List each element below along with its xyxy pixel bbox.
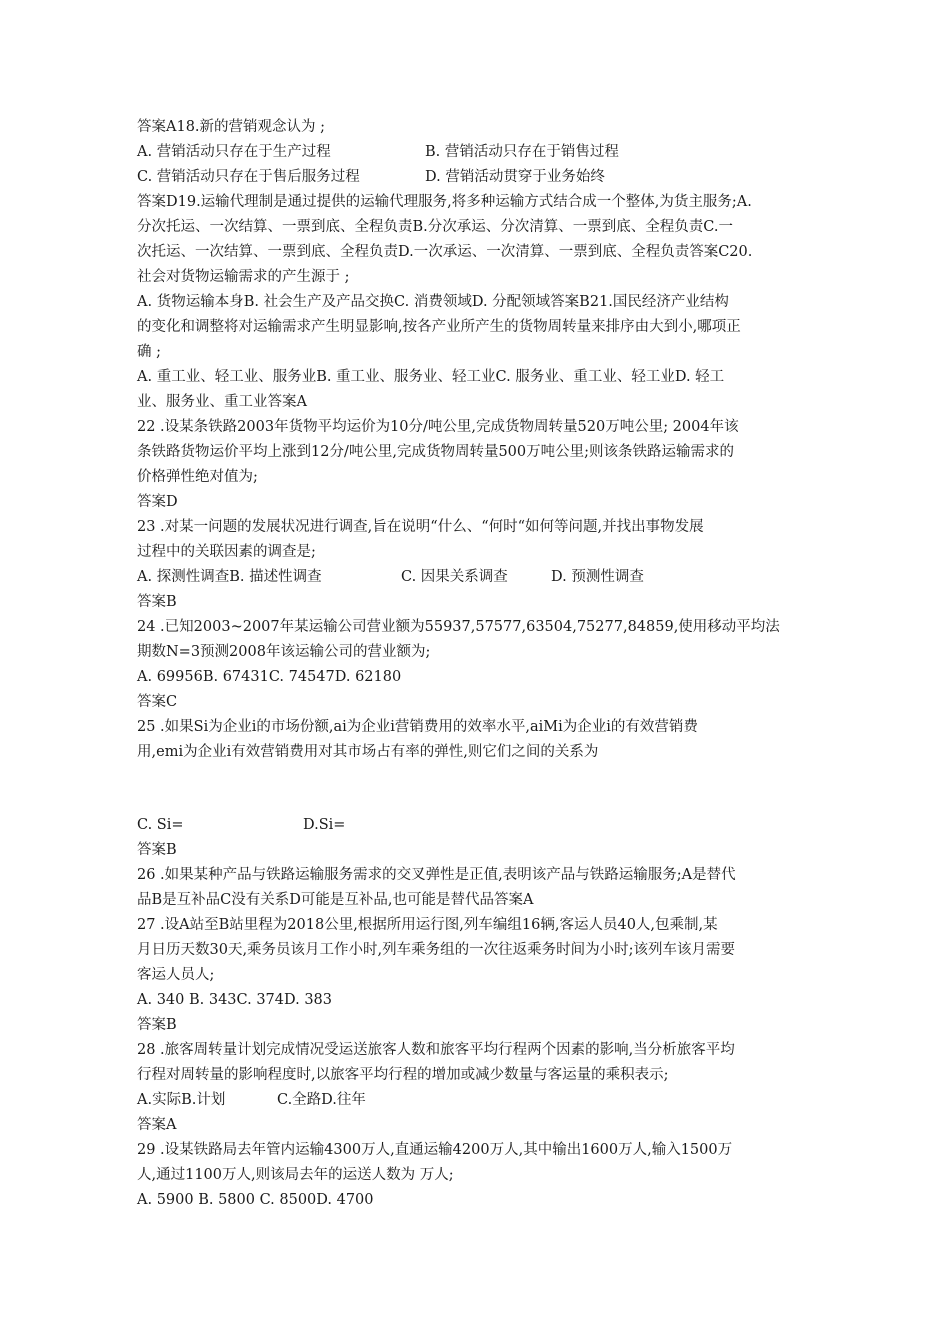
answer-line: 答案B [137, 594, 177, 610]
text-line: 期数N=3预测2008年该运输公司的营业额为; [137, 644, 431, 660]
q28-option-cd: C.全路D.往年 [277, 1092, 366, 1108]
q28-options-row [137, 1090, 827, 1110]
text-line: 分次托运、一次结算、一票到底、全程负责B.分次承运、分次清算、一票到底、全程负责C.一 [137, 219, 733, 235]
answer-line: 答案C [137, 694, 178, 710]
text-line: 过程中的关联因素的调查是; [137, 544, 316, 560]
q28-option-ab: A.实际B.计划 [137, 1092, 226, 1108]
text-line: 社会对货物运输需求的产生源于 ; [137, 269, 350, 285]
text-line: 客运人员人; [137, 967, 215, 983]
text-line: 价格弹性绝对值为; [137, 469, 258, 485]
text-line: A. 货物运输本身B. 社会生产及产品交换C. 消费领域D. 分配领域答案B21.国民经济产业结构 [137, 294, 729, 310]
q18-options-row-1 [137, 142, 827, 162]
answer-line: 答案D [137, 494, 178, 510]
text-line: 答案A18.新的营销观念认为 ; [137, 119, 326, 135]
text-line: 用,emi为企业i有效营销费用对其市场占有率的弹性,则它们之间的关系为 [137, 744, 599, 760]
q18-option-a: A. 营销活动只存在于生产过程 [137, 144, 331, 160]
text-line: A. 重工业、轻工业、服务业B. 重工业、服务业、轻工业C. 服务业、重工业、轻工业D. 轻工 [137, 369, 725, 385]
text-line: 22 .设某条铁路2003年货物平均运价为10分/吨公里,完成货物周转量520万吨公里; 2004年该 [137, 419, 739, 435]
text-line: 品B是互补品C没有关系D可能是互补品,也可能是替代品答案A [137, 892, 534, 908]
q18-option-b: B. 营销活动只存在于销售过程 [425, 144, 619, 160]
q18-options-row-2 [137, 167, 827, 187]
text-line: 业、服务业、重工业答案A [137, 394, 307, 410]
text-line: 28 .旅客周转量计划完成情况受运送旅客人数和旅客平均行程两个因素的影响,当分析旅客平均 [137, 1042, 735, 1058]
answer-line: 答案A [137, 1117, 177, 1133]
text-line: 确 ; [137, 344, 161, 360]
text-line: 25 .如果Si为企业i的市场份额,ai为企业i营销费用的效率水平,aiMi为企业i的有效营销费 [137, 719, 698, 735]
text-line: A. 340 B. 343C. 374D. 383 [137, 992, 332, 1008]
text-line: 月日历天数30天,乘务员该月工作小时,列车乘务组的一次往返乘务时间为小时;该列车该月需要 [137, 942, 736, 958]
q23-option-d: D. 预测性调查 [551, 569, 644, 585]
text-line: 29 .设某铁路局去年管内运输4300万人,直通运输4200万人,其中输出1600万人,输入1500万 [137, 1142, 733, 1158]
text-line: 行程对周转量的影响程度时,以旅客平均行程的增加或减少数量与客运量的乘积表示; [137, 1067, 669, 1083]
answer-line: 答案B [137, 1017, 177, 1033]
answer-line: 答案B [137, 842, 177, 858]
q25-option-d: D.Si= [303, 817, 346, 833]
q18-option-c: C. 营销活动只存在于售后服务过程 [137, 169, 360, 185]
q23-option-ab: A. 探测性调查B. 描述性调查 [137, 569, 322, 585]
q23-option-c: C. 因果关系调查 [401, 569, 508, 585]
text-line: A. 69956B. 67431C. 74547D. 62180 [137, 669, 402, 685]
text-line: A. 5900 B. 5800 C. 8500D. 4700 [137, 1192, 374, 1208]
text-line: 次托运、一次结算、一票到底、全程负责D.一次承运、一次清算、一票到底、全程负责答案C20. [137, 244, 753, 260]
text-line: 26 .如果某种产品与铁路运输服务需求的交叉弹性是正值,表明该产品与铁路运输服务;A是替代 [137, 867, 736, 883]
q18-option-d: D. 营销活动贯穿于业务始终 [425, 169, 605, 185]
q23-options-row [137, 567, 827, 587]
text-line: 人,通过1100万人,则该局去年的运送人数为 万人; [137, 1167, 454, 1183]
text-line: 的变化和调整将对运输需求产生明显影响,按各产业所产生的货物周转量来排序由大到小,哪项正 [137, 319, 741, 335]
text-line: 条铁路货物运价平均上涨到12分/吨公里,完成货物周转量500万吨公里;则该条铁路运输需求的 [137, 444, 735, 460]
q25-options-row [137, 815, 827, 835]
text-line: 答案D19.运输代理制是通过提供的运输代理服务,将多种运输方式结合成一个整体,为货主服务;A. [137, 194, 752, 210]
q25-option-c: C. Si= [137, 817, 184, 833]
text-line: 24 .已知2003~2007年某运输公司营业额为55937,57577,63504,75277,84859,使用移动平均法 [137, 619, 780, 635]
text-line: 23 .对某一问题的发展状况进行调查,旨在说明“什么、“何时“如何等问题,并找出事物发展 [137, 519, 704, 535]
text-line: 27 .设A站至B站里程为2018公里,根据所用运行图,列车编组16辆,客运人员40人,包乘制,某 [137, 917, 718, 933]
